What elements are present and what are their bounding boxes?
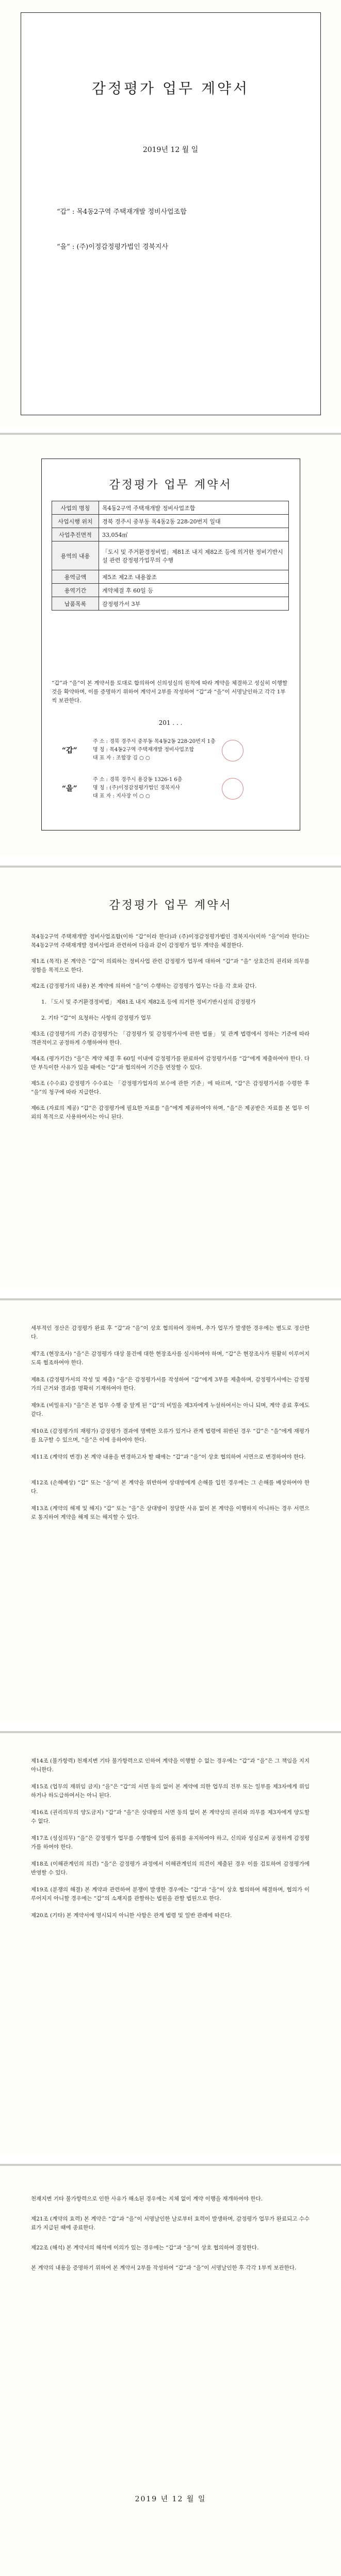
scan-edge — [0, 866, 341, 868]
party-a-line: 대 표 자 : 조합장 김 ○ ○ — [93, 755, 150, 761]
page-1 — [0, 0, 341, 428]
cover-date: 2019년 12 월 일 — [142, 146, 199, 154]
summary-value: 33,054㎡ — [99, 528, 289, 541]
summary-row — [52, 501, 289, 515]
contract-paragraph: 제18조 (이해관계인의 의견) “을”은 감정평가 과정에서 이해관계인의 의견이 제출된 경우 이를 검토하여 감정평가에 반영할 수 있다. — [31, 1861, 310, 1876]
page-3 — [0, 866, 341, 1288]
page-4 — [0, 1298, 341, 1721]
summary-row — [52, 570, 289, 584]
contract-paragraph: 제6조 (자료의 제공) “갑”은 감정평가에 필요한 자료를 “을”에게 제공하여야 하며, “을”은 제공받은 자료를 본 업무 이외의 목적으로 사용하여서는 아니 된다. — [31, 1105, 310, 1120]
summary-row — [52, 541, 289, 570]
summary-key: 용역기간 — [52, 584, 99, 597]
contract-paragraph: 제3조 (감정평가의 기준) 감정평가는 「감정평가 및 감정평가사에 관한 법률」 및 관계 법령에서 정하는 기준에 따라 객관적이고 공정하게 수행하여야 한다. — [31, 1031, 310, 1046]
page-6 — [0, 2164, 341, 2576]
contract-paragraph: 제12조 (손해배상) “갑” 또는 “을”이 본 계약을 위반하여 상대방에게 손해를 입힌 경우에는 그 손해를 배상하여야 한다. — [31, 1480, 310, 1495]
contract-paragraph: 1. 「도시 및 주거환경정비법」 제81조 내지 제82조 등에 의거한 정비기반시설의 감정평가 — [41, 999, 256, 1005]
contract-paragraph: 세부적인 정산은 감정평가 완료 후 “갑”과 “을”이 상호 협의하여 정하며, 추가 업무가 발생한 경우에는 별도로 정산한다. — [31, 1325, 310, 1340]
contract-paragraph: 제20조 (기타) 본 계약서에 명시되지 아니한 사항은 관계 법령 및 일반 관례에 따른다. — [31, 1912, 232, 1919]
summary-value: 계약체결 후 60일 등 — [99, 584, 289, 597]
contract-paragraph: 목4동2구역 주택재개발 정비사업조합(이하 “갑”이라 한다)과 (주)이정감정평가법인 경북지사(이하 “을”이라 한다)는 목4동2구역 주택재개발 정비사업과 관련하여 다음과 같이 감정평가 업무 계약을 체결한다. — [31, 934, 310, 948]
contract-paragraph: 제5조 (수수료) 감정평가 수수료는 「감정평가업자의 보수에 관한 기준」에 따르며, “갑”은 감정평가서를 수령한 후 “을”의 청구에 따라 지급한다. — [31, 1080, 310, 1095]
contract-paragraph: 천재지변 기타 불가항력으로 인한 사유가 해소된 경우에는 지체 없이 계약 이행을 재개하여야 한다. — [31, 2196, 263, 2202]
contract-paragraph: 제21조 (계약의 효력) 본 계약은 “갑”과 “을”이 서명날인한 날로부터 효력이 발생하며, 감정평가 업무가 완료되고 수수료가 지급된 때에 종료한다. — [31, 2216, 310, 2231]
cover-party-a: “갑” : 목4동2구역 주택재개발 정비사업조합 — [57, 208, 187, 216]
contract-paragraph: 제11조 (계약의 변경) 본 계약 내용을 변경하고자 할 때에는 “갑”과 “을”이 상호 협의하여 서면으로 변경하여야 한다. — [31, 1454, 306, 1460]
cover-title: 감정평가 업무 계약서 — [91, 80, 250, 97]
summary-key: 납품목록 — [52, 597, 99, 611]
summary-key: 사업추진면적 — [52, 528, 99, 541]
contract-paragraph: 제22조 (해석) 본 계약서의 해석에 이의가 있는 경우에는 “갑”과 “을”이 상호 협의하여 결정한다. — [31, 2245, 259, 2251]
summary-value: 경북 경주시 중부동 목4동2동 228-20번지 일대 — [99, 515, 289, 528]
party-a-line: 주 소 : 경북 경주시 중부동 목4동2동 228-20번지 1층 — [93, 739, 216, 744]
party-a-label: “갑” — [62, 747, 77, 755]
contract-paragraph: 제1조 (목적) 본 계약은 “갑”이 의뢰하는 정비사업 관련 감정평가 업무에 대하여 “갑”과 “을” 상호간의 권리와 의무를 정함을 목적으로 한다. — [31, 958, 310, 973]
scan-edge — [0, 1731, 341, 1733]
party-b-line: 주 소 : 경북 경주시 용강동 1326-1 6층 — [93, 777, 183, 783]
scan-edge — [0, 433, 341, 435]
contract-paragraph: 제17조 (성실의무) “을”은 감정평가 업무를 수행함에 있어 품위를 유지하여야 하고, 신의와 성실로써 공정하게 감정평가를 하여야 한다. — [31, 1835, 310, 1850]
summary-row — [52, 597, 289, 611]
contract-paragraph: 제16조 (권리의무의 양도금지) “갑”과 “을”은 상대방의 서면 동의 없이 본 계약상의 권리와 의무를 제3자에게 양도할 수 없다. — [31, 1809, 310, 1824]
page-5 — [0, 1731, 341, 2154]
summary-key: 용역금액 — [52, 570, 99, 584]
contract-paragraph: 제9조 (비밀유지) “을”은 본 업무 수행 중 알게 된 “갑”의 비밀을 제3자에게 누설하여서는 아니 되며, 계약 종료 후에도 같다. — [31, 1402, 310, 1417]
summary-value: 제5조 제2조 내용참조 — [99, 570, 289, 584]
summary-key: 용역의 내용 — [52, 541, 99, 570]
scan-edge — [0, 2164, 341, 2166]
contract-paragraph: 제8조 (감정평가서의 작성 및 제출) “을”은 감정평가서를 작성하여 “갑”에게 3부를 제출하며, 감정평가서에는 감정평가의 근거와 결과를 명확히 기재하여야 한다. — [31, 1377, 310, 1392]
summary-title: 감정평가 업무 계약서 — [109, 479, 232, 492]
summary-key: 사업의 명칭 — [52, 501, 99, 515]
party-b-line: 명 칭 : (주)이정감정평가법인 경북지사 — [93, 785, 180, 791]
final-date: 2019 년 12 월 일 — [135, 2495, 206, 2503]
contract-paragraph: 제2조 (감정평가의 내용) 본 계약에 의하여 “을”이 수행하는 감정평가 업무는 다음 각 호와 같다. — [31, 983, 257, 989]
scan-edge — [0, 1298, 341, 1300]
contract-paragraph: 제19조 (분쟁의 해결) 본 계약과 관련하여 분쟁이 발생한 경우에는 “갑”과 “을”이 상호 협의하여 해결하며, 협의가 이루어지지 아니할 경우에는 “갑”의 소재지를 관할하는 법원을 관할 법원으로 한다. — [31, 1887, 310, 1902]
contract-paragraph: 제14조 (불가항력) 천재지변 기타 불가항력으로 인하여 계약을 이행할 수 없는 경우에는 “갑”과 “을”은 그 책임을 지지 아니한다. — [31, 1758, 310, 1773]
contract-paragraph: 제15조 (업무의 재위임 금지) “을”은 “갑”의 서면 동의 없이 본 계약에 의한 업무의 전부 또는 일부를 제3자에게 위임하거나 하도급하여서는 아니 된다. — [31, 1784, 310, 1799]
party-a-box — [93, 738, 284, 762]
summary-value: 감정평가서 3부 — [99, 597, 289, 611]
summary-table — [52, 501, 289, 611]
contract-paragraph: 2. 기타 “갑”이 요청하는 사항의 감정평가 업무 — [41, 1015, 152, 1021]
contract-paragraph: 제10조 (감정평가의 재평가) 감정평가 결과에 명백한 오류가 있거나 관계 법령에 위반된 경우 “갑”은 “을”에게 재평가를 요구할 수 있으며, “을”은 이에 응하여야 한다. — [31, 1428, 310, 1443]
summary-key: 사업시행 위치 — [52, 515, 99, 528]
party-b-line: 대 표 자 : 지사장 이 ○ ○ — [93, 793, 150, 799]
page-2 — [0, 433, 341, 855]
contract-paragraph: 본 계약의 내용을 증명하기 위하여 본 계약서 2부를 작성하여 “갑”과 “을”이 서명날인한 후 각각 1부씩 보관한다. — [31, 2265, 297, 2271]
contract-paragraph: 제13조 (계약의 해제 및 해지) “갑” 또는 “을”은 상대방이 정당한 사유 없이 본 계약을 이행하지 아니하는 경우 서면으로 통지하여 계약을 해제 또는 해지할 수 있다. — [31, 1505, 310, 1520]
contract-paragraph: 제4조 (평가기간) “을”은 계약 체결 후 60일 이내에 감정평가를 완료하여 감정평가서를 “갑”에게 제출하여야 한다. 다만 부득이한 사유가 있을 때에는 “갑”과 협의하여 기간을 연장할 수 있다. — [31, 1056, 310, 1071]
summary-value: 「도시 및 주거환경정비법」제81조 내지 제82조 등에 의거한 정비기반시설 관련 감정평가업무의 수행 — [99, 541, 289, 570]
summary-date: 201 . . . — [158, 719, 183, 726]
summary-row — [52, 584, 289, 597]
party-b-label: “을” — [62, 785, 77, 793]
summary-row — [52, 515, 289, 528]
summary-body: “갑”과 “을”이 본 계약서를 토대로 합의하여 신의성실의 원칙에 따라 계약을 체결하고 성실히 이행할 것을 확약하며, 이를 증명하기 위하여 계약서 2부를 작성하여 “갑”과 “을”이 서명날인하고 각각 1부씩 보관한다. — [52, 680, 288, 704]
summary-row — [52, 528, 289, 541]
party-a-line: 명 칭 : 목4동2구역 주택재개발 정비사업조합 — [93, 747, 194, 753]
cover-party-b: “을” : (주)이정감정평가법인 경북지사 — [57, 243, 169, 251]
contract-paragraph: 제7조 (현장조사) “을”은 감정평가 대상 물건에 대한 현장조사를 실시하여야 하며, “갑”은 현장조사가 원활히 이루어지도록 협조하여야 한다. — [31, 1351, 310, 1366]
party-a-stamp — [222, 740, 243, 761]
summary-value: 목4동2구역 주택재개발 정비사업조합 — [99, 501, 289, 515]
party-b-box — [93, 776, 284, 801]
contract-title: 감정평가 업무 계약서 — [109, 899, 232, 912]
party-b-stamp — [222, 778, 243, 800]
